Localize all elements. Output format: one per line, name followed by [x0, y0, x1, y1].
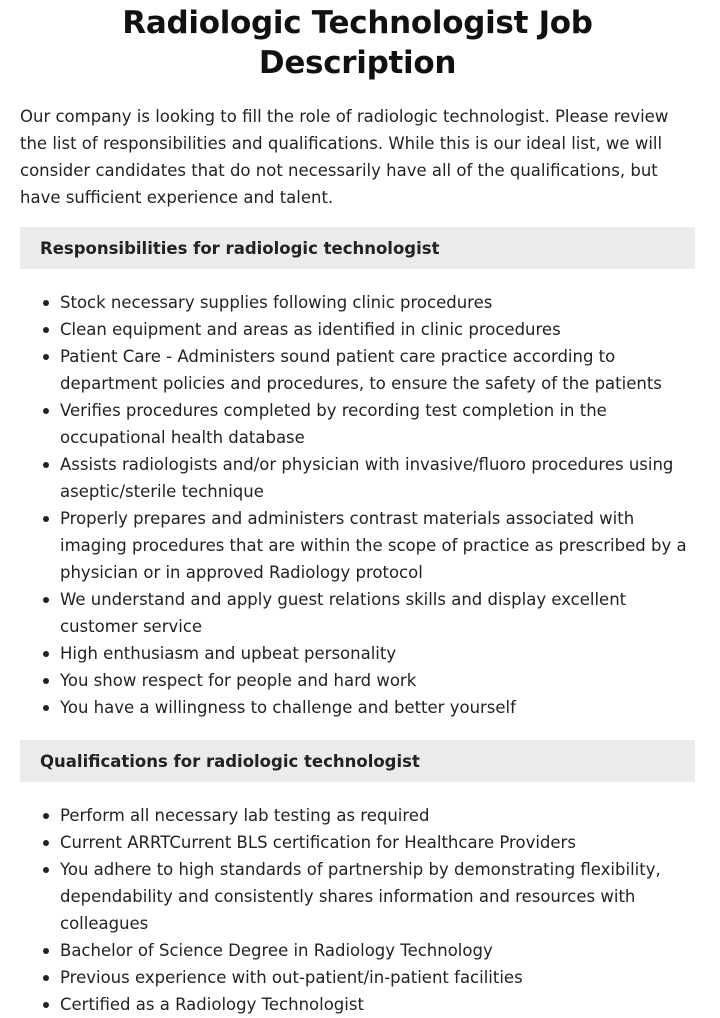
list-item: Patient Care - Administers sound patient care practice according to department policies and procedures, to ensure the safety of the patients [60, 343, 695, 397]
list-item: You have a willingness to challenge and better yourself [60, 694, 695, 721]
responsibilities-heading: Responsibilities for radiologic technologist [20, 227, 695, 269]
qualifications-heading: Qualifications for radiologic technologist [20, 740, 695, 782]
list-item: You adhere to high standards of partnership by demonstrating flexibility, dependability and consistently shares information and resources with colleagues [60, 856, 695, 937]
list-item: Verifies procedures completed by recording test completion in the occupational health database [60, 397, 695, 451]
list-item: Current ARRTCurrent BLS certification for Healthcare Providers [60, 829, 695, 856]
list-item: Clean equipment and areas as identified in clinic procedures [60, 316, 695, 343]
intro-paragraph: Our company is looking to fill the role of radiologic technologist. Please review the list of responsibilities and qualifications. While this is our ideal list, we will consider candidates that do not necessarily have all of the qualifications, but have sufficient experience and talent. [20, 107, 669, 207]
qualifications-list [20, 802, 695, 1018]
page-title: Radiologic Technologist Job Description [122, 5, 593, 81]
list-item: Certified as a Radiology Technologist [60, 991, 695, 1018]
list-item: High enthusiasm and upbeat personality [60, 640, 695, 667]
list-item: Properly prepares and administers contrast materials associated with imaging procedures that are within the scope of practice as prescribed by a physician or in approved Radiology protocol [60, 505, 695, 586]
responsibilities-list [20, 289, 695, 721]
list-item: Perform all necessary lab testing as required [60, 802, 695, 829]
list-item: Bachelor of Science Degree in Radiology Technology [60, 937, 695, 964]
list-item: Assists radiologists and/or physician with invasive/fluoro procedures using aseptic/sterile technique [60, 451, 695, 505]
list-item: Stock necessary supplies following clinic procedures [60, 289, 695, 316]
list-item: We understand and apply guest relations skills and display excellent customer service [60, 586, 695, 640]
list-item: You show respect for people and hard work [60, 667, 695, 694]
list-item: Previous experience with out-patient/in-patient facilities [60, 964, 695, 991]
